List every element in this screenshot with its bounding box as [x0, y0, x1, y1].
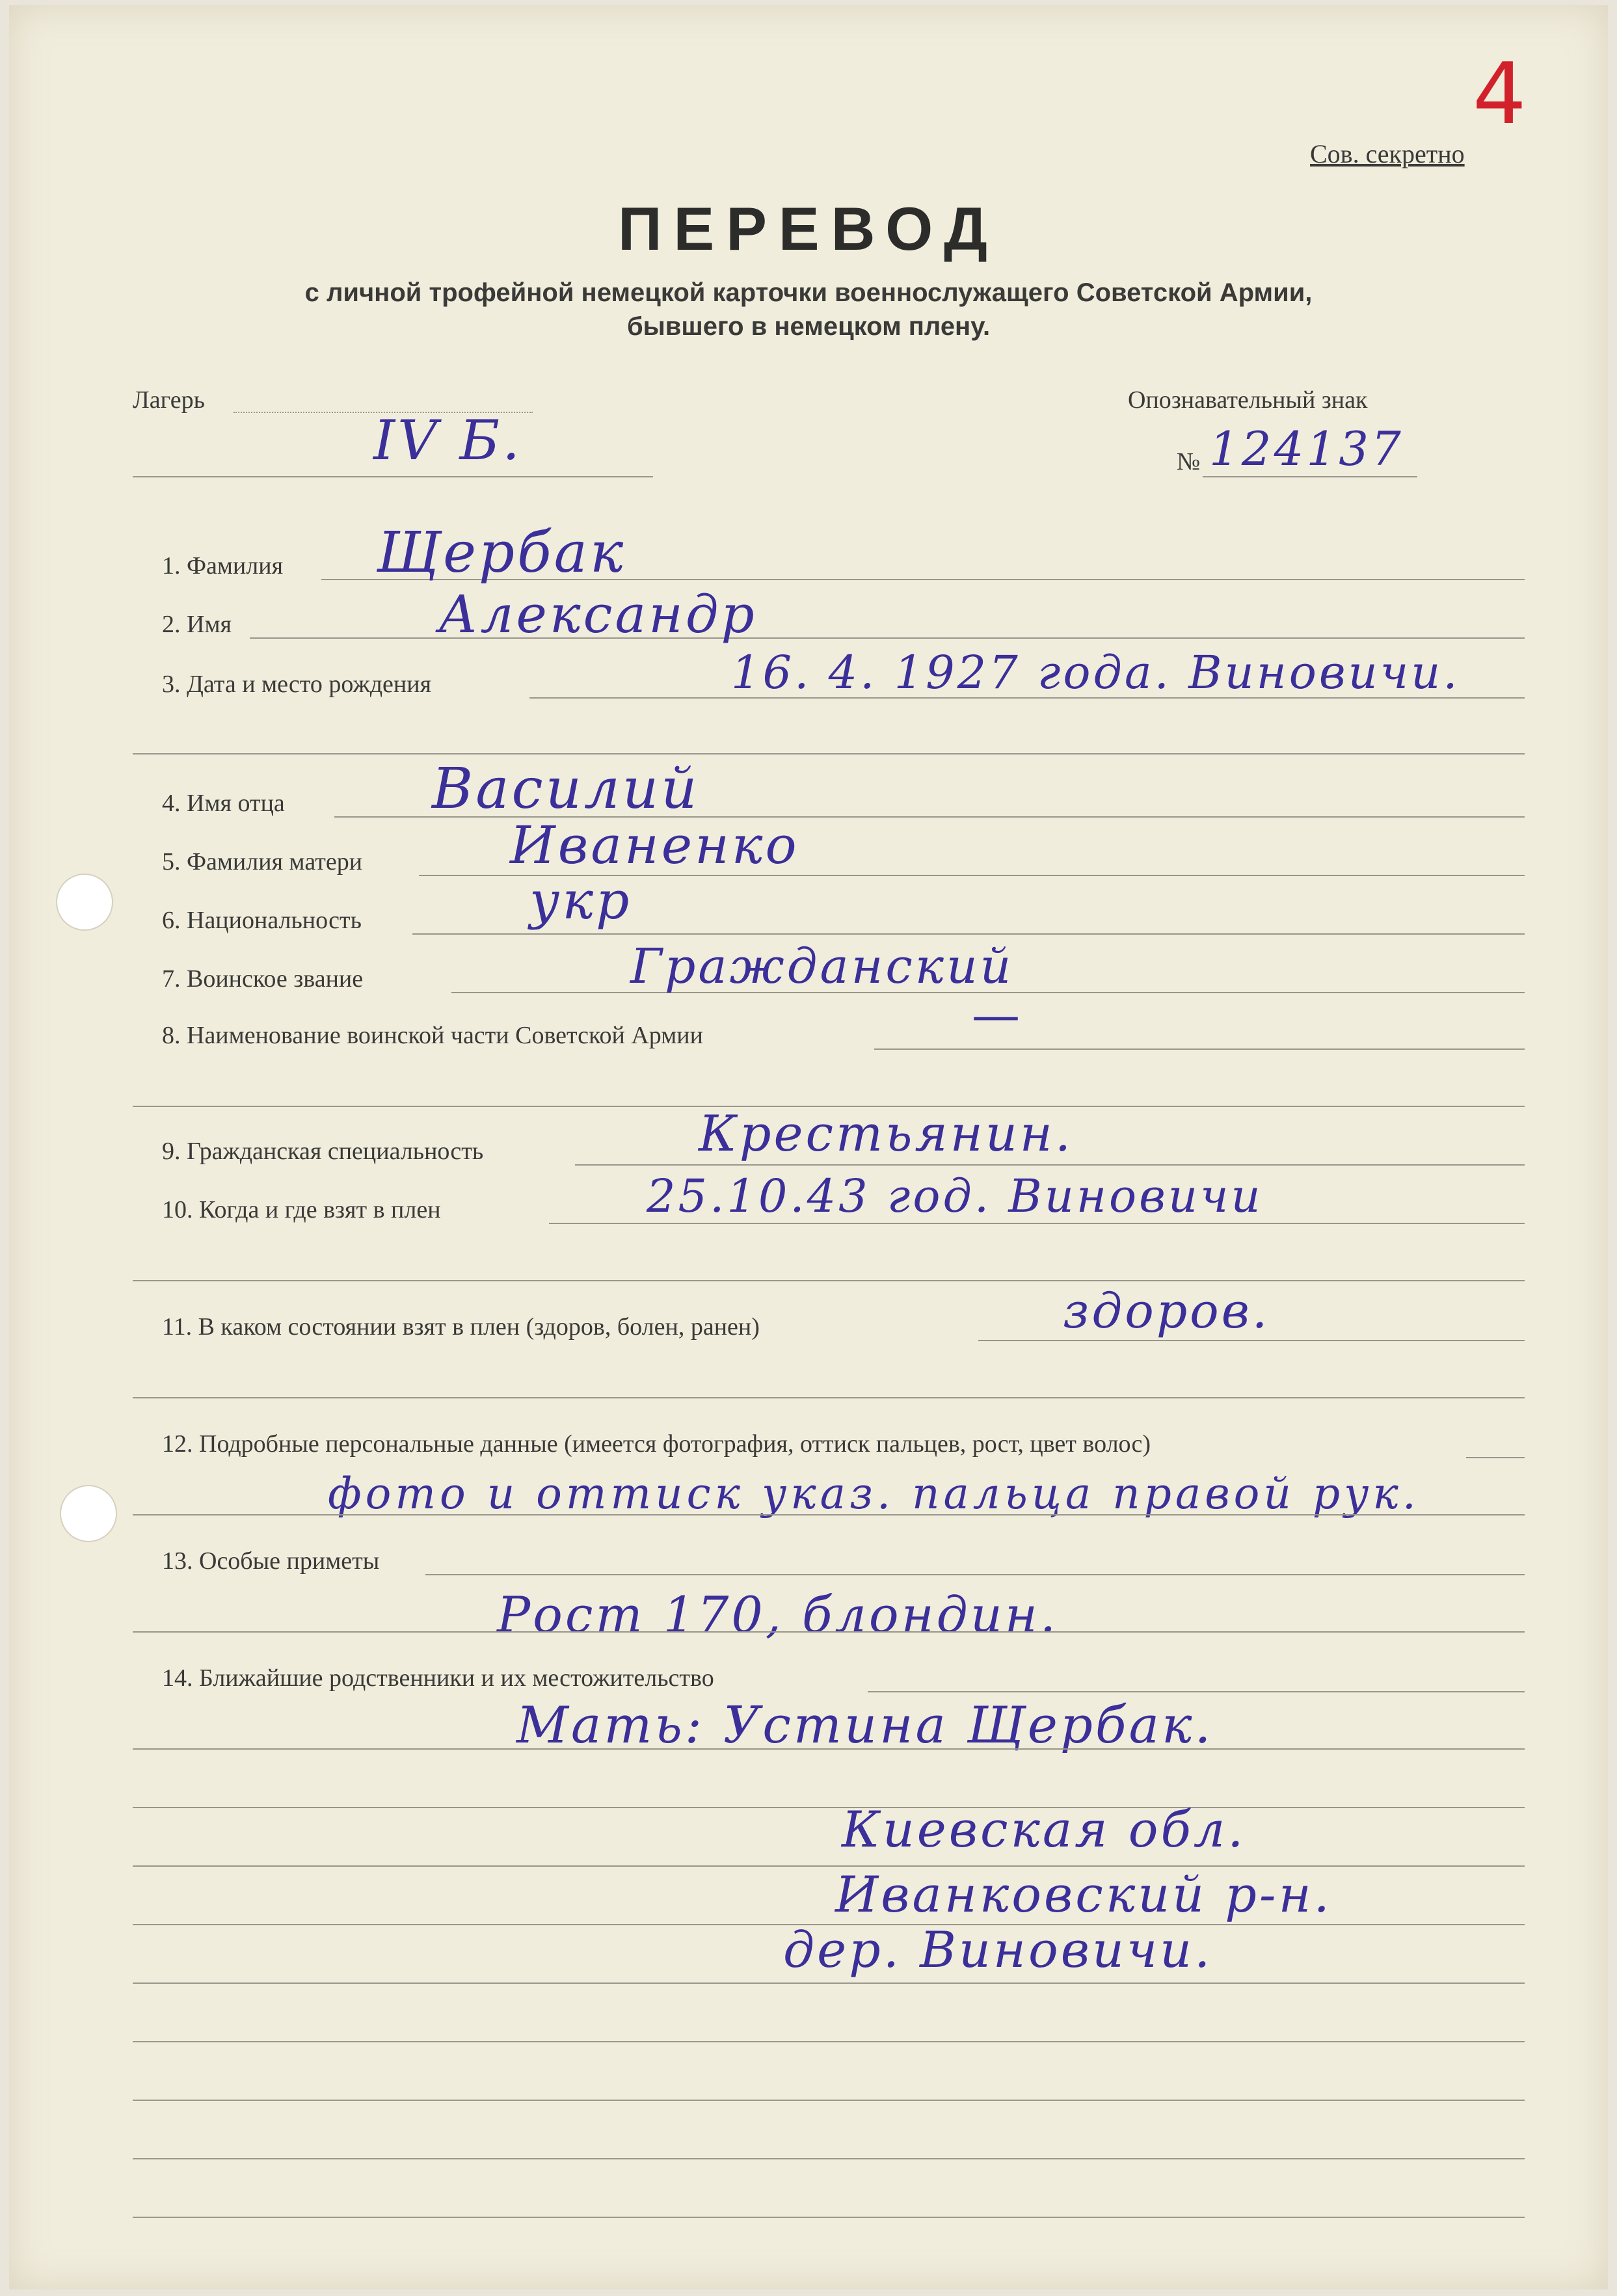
- document-subtitle: с личной трофейной немецкой карточки военнослужащего Советской Армии,: [304, 278, 1313, 307]
- camp-label: Лагерь: [133, 386, 205, 414]
- field-nationality-line: [412, 933, 1525, 935]
- field-condition-label: 11. В каком состоянии взят в плен (здоров, болен, ранен): [162, 1313, 760, 1341]
- address-district: Иванковский р-н.: [835, 1865, 1332, 1923]
- document-title: ПЕРЕВОД: [617, 194, 1000, 263]
- punch-hole: [60, 1485, 117, 1542]
- field-condition-line: [978, 1340, 1525, 1341]
- field-captured-value: 25.10.43 год. Виновичи: [647, 1169, 1263, 1223]
- field-relatives-label: 14. Ближайшие родственники и их местожительство: [162, 1664, 714, 1692]
- field-features-line: [425, 1574, 1525, 1575]
- field-unit-line: [874, 1048, 1525, 1050]
- page-number: 4: [1473, 44, 1529, 143]
- field-birth-value: 16. 4. 1927 года. Виновичи.: [731, 646, 1460, 699]
- field-condition-line-2: [133, 1397, 1525, 1398]
- field-birth-label: 3. Дата и место рождения: [162, 671, 432, 698]
- field-features-value: Рост 170, блондин.: [497, 1586, 1058, 1644]
- field-relatives-value: Мать: Устина Щербак.: [516, 1696, 1214, 1755]
- address-region: Киевская обл.: [842, 1800, 1246, 1858]
- ruled-line: [133, 1982, 1525, 1984]
- document-subtitle-2: бывшего в немецком плену.: [626, 312, 991, 341]
- field-profession-value: Крестьянин.: [699, 1104, 1073, 1162]
- field-personal-data-line-2: [133, 1514, 1525, 1515]
- ruled-line: [133, 2041, 1525, 2042]
- ruled-line: [133, 2217, 1525, 2218]
- field-rank-label: 7. Воинское звание: [162, 965, 364, 993]
- field-relatives-line: [868, 1691, 1525, 1692]
- field-personal-data-label: 12. Подробные персональные данные (имеется фотография, оттиск пальцев, рост, цвет волос): [162, 1430, 1151, 1458]
- field-father-value: Василий: [432, 756, 700, 821]
- ruled-line: [133, 1807, 1525, 1808]
- ruled-line: [133, 2158, 1525, 2159]
- id-tag-prefix: №: [1177, 448, 1201, 475]
- field-profession-label: 9. Гражданская специальность: [162, 1138, 484, 1165]
- field-rank-value: Гражданский: [630, 939, 1014, 994]
- field-father-label: 4. Имя отца: [162, 790, 285, 817]
- field-captured-line: [549, 1223, 1525, 1224]
- field-profession-line: [575, 1164, 1525, 1166]
- field-features-line-2: [133, 1631, 1525, 1633]
- field-surname-value: Щербак: [377, 520, 626, 585]
- field-captured-line-2: [133, 1280, 1525, 1281]
- address-village: дер. Виновичи.: [783, 1921, 1213, 1979]
- id-tag-value: 124137: [1209, 421, 1404, 476]
- field-features-label: 13. Особые приметы: [162, 1547, 380, 1575]
- field-condition-value: здоров.: [1063, 1283, 1270, 1339]
- camp-value: IV Б.: [373, 408, 522, 472]
- field-captured-label: 10. Когда и где взят в плен: [162, 1196, 441, 1223]
- field-unit-label: 8. Наименование воинской части Советской Армии: [162, 1022, 703, 1049]
- field-name-value: Александр: [438, 584, 757, 645]
- ruled-line: [133, 1748, 1525, 1750]
- field-birth-line-2: [133, 753, 1525, 754]
- id-tag-line: [1203, 476, 1417, 477]
- field-nationality-value: укр: [529, 870, 632, 931]
- document-page: [9, 5, 1608, 2289]
- field-mother-label: 5. Фамилия матери: [162, 848, 363, 875]
- id-tag-label: Опознавательный знак: [1128, 386, 1368, 414]
- field-surname-label: 1. Фамилия: [162, 552, 284, 580]
- field-name-label: 2. Имя: [162, 611, 232, 638]
- camp-line: [133, 476, 653, 477]
- field-unit-value: —: [972, 987, 1022, 1043]
- field-personal-data-line: [1466, 1457, 1525, 1458]
- punch-hole: [56, 874, 113, 931]
- classification-stamp: Сов. секретно: [1310, 139, 1465, 168]
- field-mother-value: Иваненко: [510, 815, 799, 875]
- field-personal-data-value: фото и оттиск указ. пальца правой рук.: [328, 1469, 1420, 1519]
- ruled-line: [133, 2100, 1525, 2101]
- field-nationality-label: 6. Национальность: [162, 907, 362, 934]
